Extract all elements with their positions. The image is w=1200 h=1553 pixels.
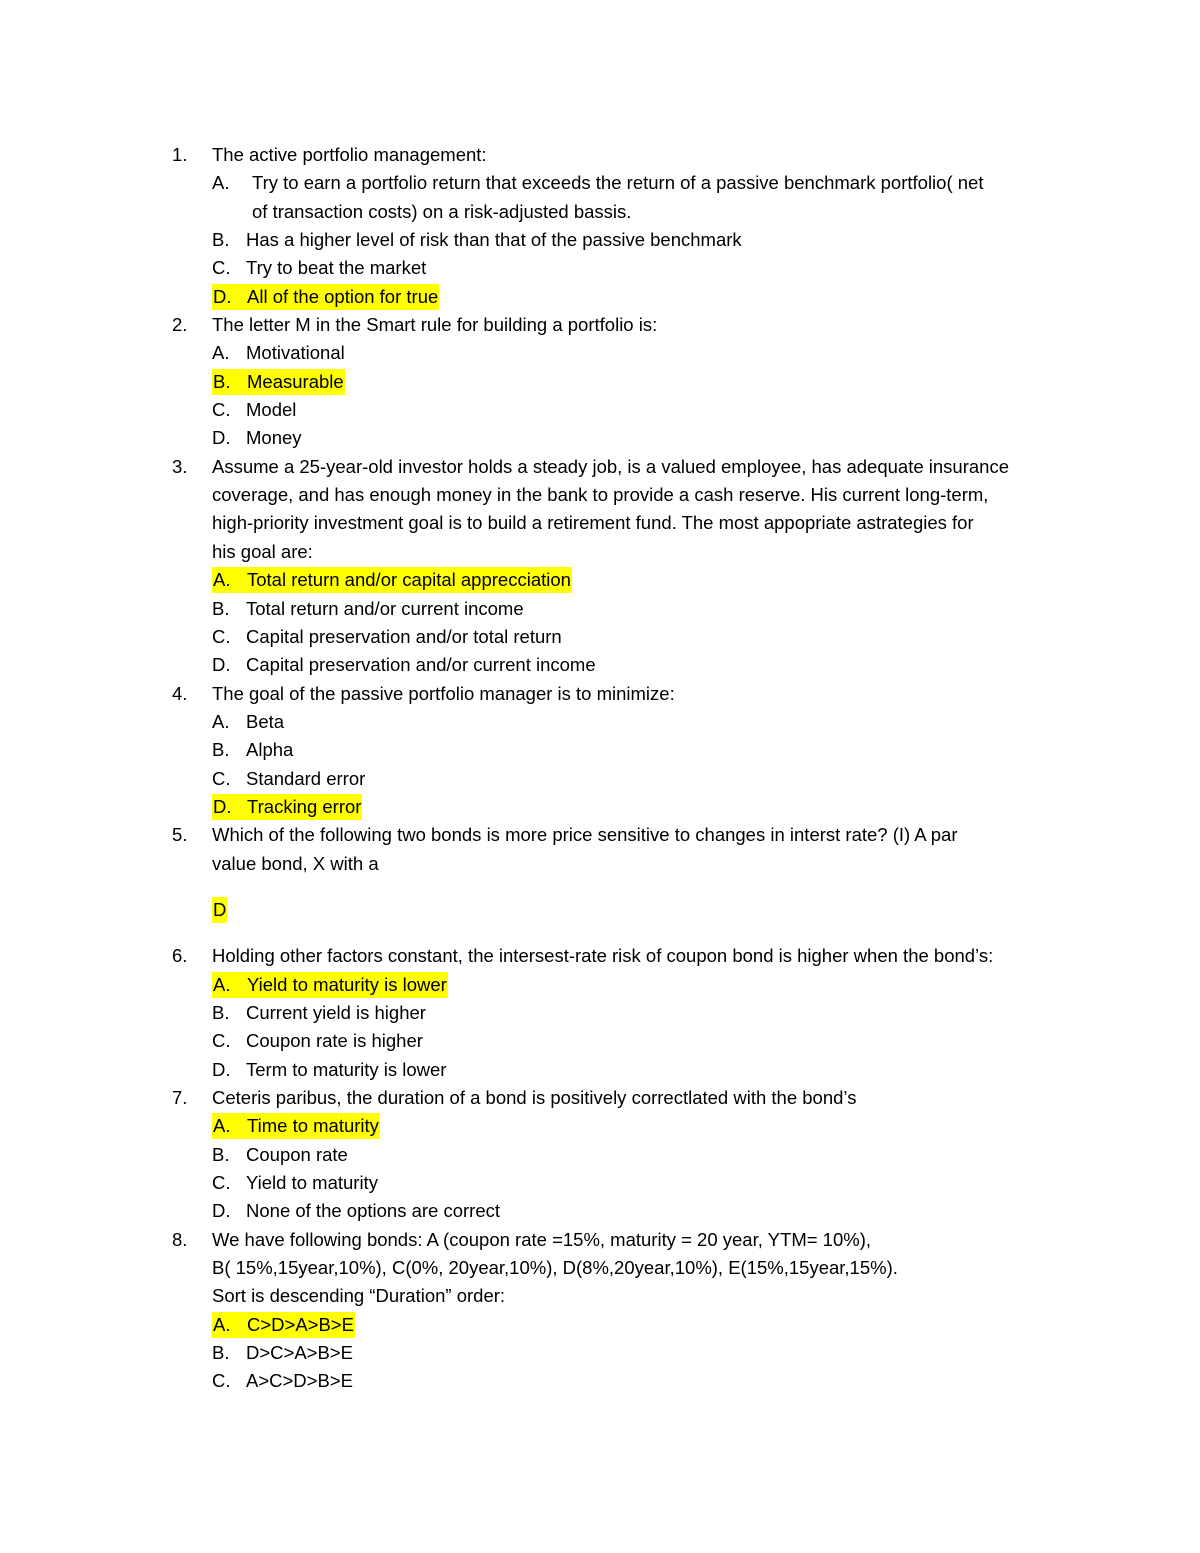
question-number: 8. bbox=[172, 1228, 188, 1250]
option-c bbox=[212, 1169, 378, 1197]
option-a bbox=[212, 1311, 355, 1339]
option-b bbox=[212, 595, 524, 623]
option-c bbox=[212, 1027, 423, 1055]
option-letter: D. bbox=[213, 795, 232, 817]
option-d bbox=[212, 283, 439, 311]
question-line bbox=[0, 141, 1200, 169]
option-letter: A. bbox=[213, 1313, 231, 1335]
option-line bbox=[0, 1112, 1200, 1140]
answer-highlight: D bbox=[212, 897, 227, 923]
option-letter: D. bbox=[212, 1058, 231, 1080]
option-text: Model bbox=[246, 399, 297, 421]
option-line bbox=[0, 999, 1200, 1027]
option-letter: D. bbox=[212, 654, 231, 676]
option-letter: B. bbox=[212, 739, 230, 761]
option-text: None of the options are correct bbox=[246, 1200, 501, 1222]
option-text: Money bbox=[246, 427, 302, 449]
question-text: Assume a 25-year-old investor holds a steady job, is a valued employee, has adequate insurance bbox=[212, 455, 1009, 477]
option-line bbox=[0, 254, 1200, 282]
option-line bbox=[0, 339, 1200, 367]
option-letter: A. bbox=[213, 569, 231, 591]
question-line bbox=[0, 1084, 1200, 1112]
question-text: Ceteris paribus, the duration of a bond is positively correctlated with the bond’s bbox=[212, 1087, 857, 1108]
option-text: Capital preservation and/or total return bbox=[246, 625, 562, 647]
option-a bbox=[212, 169, 983, 197]
option-letter: A. bbox=[212, 342, 230, 364]
question-item bbox=[0, 1226, 1200, 1396]
option-c bbox=[212, 254, 426, 282]
question-list bbox=[0, 141, 1200, 1396]
option-letter: C. bbox=[212, 257, 231, 279]
answer-highlight bbox=[212, 794, 362, 820]
option-letter: B. bbox=[212, 229, 230, 251]
option-line bbox=[0, 1141, 1200, 1169]
option-a bbox=[212, 566, 572, 594]
option-text: Coupon rate is higher bbox=[246, 1030, 423, 1052]
option-c bbox=[212, 765, 365, 793]
option-text: D>C>A>B>E bbox=[246, 1342, 353, 1364]
option-a bbox=[212, 1112, 380, 1140]
answer-highlight bbox=[212, 1312, 355, 1338]
option-line bbox=[0, 1197, 1200, 1225]
question-number: 6. bbox=[172, 945, 188, 967]
question-number: 1. bbox=[172, 144, 188, 165]
option-letter: D. bbox=[212, 427, 231, 449]
option-a bbox=[212, 339, 345, 367]
option-line bbox=[0, 1311, 1200, 1339]
option-letter: A. bbox=[212, 710, 230, 732]
question-text: Which of the following two bonds is more price sensitive to changes in interst rate? (I) A par bbox=[212, 824, 958, 846]
question-text: high-priority investment goal is to build a retirement fund. The most appopriate astrategies for bbox=[212, 512, 974, 534]
option-a bbox=[212, 708, 284, 736]
question-line bbox=[0, 942, 1200, 970]
option-text: Beta bbox=[246, 710, 285, 732]
answer-highlight bbox=[212, 284, 439, 310]
option-text: A>C>D>B>E bbox=[246, 1370, 353, 1392]
option-b bbox=[212, 736, 293, 764]
option-text: Yield to maturity is lower bbox=[247, 973, 447, 995]
option-d bbox=[212, 793, 362, 821]
option-line bbox=[0, 424, 1200, 452]
question-number: 7. bbox=[172, 1087, 188, 1108]
option-line bbox=[0, 368, 1200, 396]
option-letter: D. bbox=[212, 1200, 231, 1222]
option-text: Yield to maturity bbox=[246, 1172, 378, 1194]
question-text: coverage, and has enough money in the bank to provide a cash reserve. His current long-term, bbox=[212, 484, 989, 506]
question-text: value bond, X with a bbox=[212, 852, 379, 874]
option-b bbox=[212, 368, 345, 396]
option-line bbox=[0, 226, 1200, 254]
question-line bbox=[0, 1226, 1200, 1254]
option-line bbox=[0, 566, 1200, 594]
option-letter: A. bbox=[213, 1115, 231, 1137]
question-item bbox=[0, 821, 1200, 942]
option-letter: C. bbox=[212, 1030, 231, 1052]
question-line bbox=[0, 1254, 1200, 1282]
option-c bbox=[212, 623, 562, 651]
option-letter: A. bbox=[212, 172, 230, 194]
question-item bbox=[0, 453, 1200, 680]
answer-highlight bbox=[212, 567, 572, 593]
question-text: We have following bonds: A (coupon rate =15%, maturity = 20 year, YTM= 10%), bbox=[212, 1228, 872, 1250]
option-line bbox=[0, 736, 1200, 764]
question-text: The active portfolio management: bbox=[212, 144, 487, 165]
option-text-continued: of transaction costs) on a risk-adjusted bassis. bbox=[252, 200, 632, 222]
question-line bbox=[0, 1282, 1200, 1310]
option-d bbox=[212, 1056, 446, 1084]
option-text: Capital preservation and/or current income bbox=[246, 654, 596, 676]
option-b bbox=[212, 1141, 348, 1169]
option-line bbox=[0, 765, 1200, 793]
question-text: Holding other factors constant, the intersest-rate risk of coupon bond is higher when the bond’s: bbox=[212, 945, 994, 967]
question-item bbox=[0, 942, 1200, 1084]
option-letter: B. bbox=[213, 370, 231, 392]
option-line bbox=[0, 651, 1200, 679]
option-letter: C. bbox=[212, 625, 231, 647]
option-b bbox=[212, 226, 742, 254]
question-line bbox=[0, 538, 1200, 566]
question-line bbox=[0, 453, 1200, 481]
option-line bbox=[0, 971, 1200, 999]
option-text: Alpha bbox=[246, 739, 294, 761]
option-letter: C. bbox=[212, 1370, 231, 1392]
option-line bbox=[0, 1056, 1200, 1084]
option-line bbox=[0, 793, 1200, 821]
option-letter: A. bbox=[213, 973, 231, 995]
question-item bbox=[0, 141, 1200, 311]
option-line bbox=[0, 708, 1200, 736]
answer-highlight bbox=[212, 972, 448, 998]
question-line bbox=[0, 509, 1200, 537]
question-line bbox=[0, 680, 1200, 708]
option-letter: C. bbox=[212, 1172, 231, 1194]
question-number: 3. bbox=[172, 455, 188, 477]
answer bbox=[212, 896, 227, 924]
option-d bbox=[212, 651, 596, 679]
option-text: All of the option for true bbox=[247, 285, 439, 307]
option-text: Term to maturity is lower bbox=[246, 1058, 447, 1080]
question-item bbox=[0, 311, 1200, 453]
option-text: Try to earn a portfolio return that exceeds the return of a passive benchmark portfolio( net bbox=[252, 172, 984, 194]
option-line bbox=[0, 169, 1200, 197]
option-letter: B. bbox=[212, 1143, 230, 1165]
option-letter: B. bbox=[212, 597, 230, 619]
question-text: B( 15%,15year,10%), C(0%, 20year,10%), D(8%,20year,10%), E(15%,15year,15%). bbox=[212, 1257, 898, 1279]
option-text: Tracking error bbox=[247, 795, 362, 817]
question-item bbox=[0, 1084, 1200, 1226]
answer-highlight bbox=[212, 1113, 380, 1139]
question-number: 2. bbox=[172, 314, 188, 336]
option-letter: C. bbox=[212, 767, 231, 789]
option-text: C>D>A>B>E bbox=[247, 1313, 354, 1335]
option-line bbox=[0, 1367, 1200, 1395]
option-line bbox=[0, 595, 1200, 623]
question-text: The goal of the passive portfolio manager is to minimize: bbox=[212, 682, 675, 704]
option-line bbox=[0, 1027, 1200, 1055]
answer-highlight bbox=[212, 369, 345, 395]
option-text: Current yield is higher bbox=[246, 1001, 426, 1023]
question-number: 5. bbox=[172, 824, 188, 846]
option-line bbox=[0, 283, 1200, 311]
option-line bbox=[0, 198, 1200, 226]
option-text: Time to maturity bbox=[247, 1115, 379, 1137]
option-text: Motivational bbox=[246, 342, 345, 364]
option-text: Measurable bbox=[247, 370, 344, 392]
option-b bbox=[212, 999, 426, 1027]
option-letter: C. bbox=[212, 399, 231, 421]
question-text: Sort is descending “Duration” order: bbox=[212, 1285, 506, 1307]
option-d bbox=[212, 424, 302, 452]
option-letter: B. bbox=[212, 1001, 230, 1023]
option-text: Coupon rate bbox=[246, 1143, 348, 1165]
question-line bbox=[0, 850, 1200, 878]
option-text: Total return and/or current income bbox=[246, 597, 524, 619]
answer-line bbox=[0, 896, 1200, 924]
option-text: Has a higher level of risk than that of the passive benchmark bbox=[246, 229, 742, 251]
question-text: his goal are: bbox=[212, 540, 313, 562]
option-line bbox=[0, 396, 1200, 424]
option-a bbox=[212, 971, 448, 999]
spacer bbox=[0, 878, 1200, 896]
option-letter: B. bbox=[212, 1342, 230, 1364]
question-line bbox=[0, 821, 1200, 849]
question-item bbox=[0, 680, 1200, 822]
question-line bbox=[0, 481, 1200, 509]
question-text: The letter M in the Smart rule for building a portfolio is: bbox=[212, 314, 658, 336]
option-letter: D. bbox=[213, 285, 232, 307]
spacer bbox=[0, 924, 1200, 942]
option-line bbox=[0, 1339, 1200, 1367]
option-line bbox=[0, 623, 1200, 651]
question-line bbox=[0, 311, 1200, 339]
option-text: Standard error bbox=[246, 767, 366, 789]
option-line bbox=[0, 1169, 1200, 1197]
option-b bbox=[212, 1339, 353, 1367]
option-c bbox=[212, 1367, 353, 1395]
option-c bbox=[212, 396, 296, 424]
option-text: Try to beat the market bbox=[246, 257, 427, 279]
option-d bbox=[212, 1197, 500, 1225]
question-number: 4. bbox=[172, 682, 188, 704]
option-text: Total return and/or capital apprecciation bbox=[247, 569, 571, 591]
